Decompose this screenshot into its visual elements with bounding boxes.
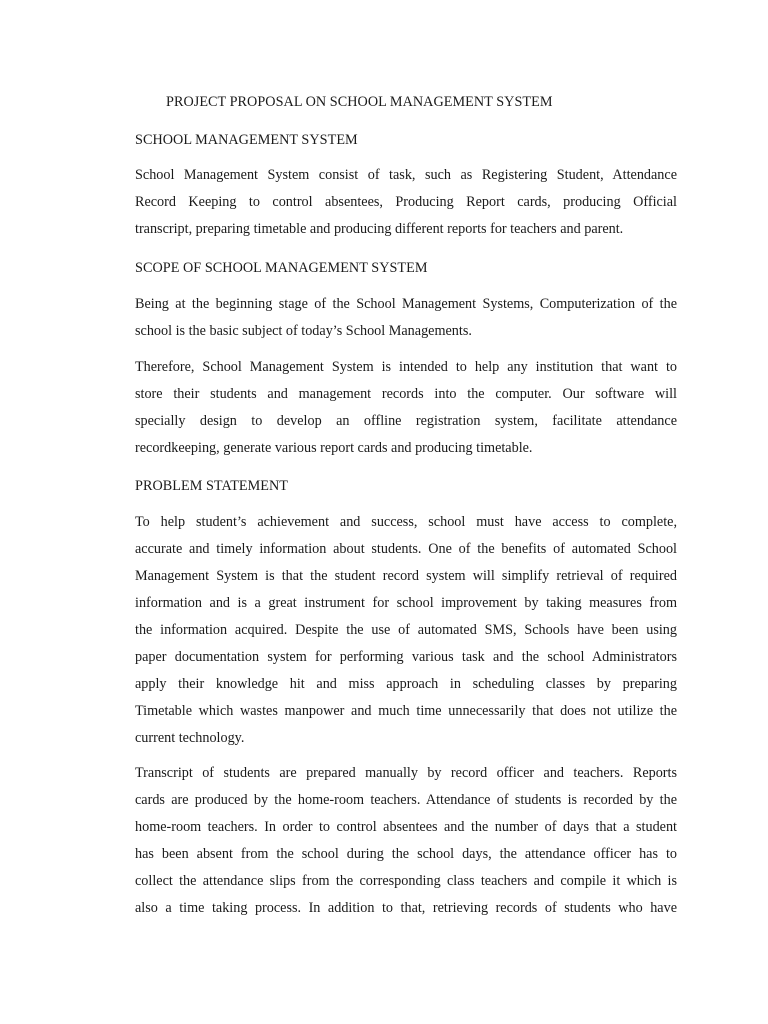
text-line: apply their knowledge hit and miss approach in scheduling classes by preparing bbox=[135, 676, 677, 692]
text-line: school is the basic subject of today’s School Managements. bbox=[135, 323, 472, 339]
text-line: information and is a great instrument for school improvement by taking measures from bbox=[135, 595, 677, 611]
text-line: School Management System consist of task, such as Registering Student, Attendance bbox=[135, 167, 677, 183]
paragraph-problem-2 bbox=[135, 760, 677, 922]
paragraph-scope-intro bbox=[135, 291, 677, 345]
text-line: transcript, preparing timetable and producing different reports for teachers and parent. bbox=[135, 221, 624, 237]
text-line: has been absent from the school during the school days, the attendance officer has to bbox=[135, 846, 677, 862]
paragraph-overview bbox=[135, 162, 677, 243]
text-line: Management System is that the student record system will simplify retrieval of required bbox=[135, 568, 677, 584]
text-line: Transcript of students are prepared manually by record officer and teachers. Reports bbox=[135, 765, 677, 781]
text-line: also a time taking process. In addition to that, retrieving records of students who have bbox=[135, 900, 677, 916]
page-title: PROJECT PROPOSAL ON SCHOOL MANAGEMENT SYSTEM bbox=[166, 94, 553, 110]
text-line: To help student’s achievement and success, school must have access to complete, bbox=[135, 514, 677, 530]
text-line: Being at the beginning stage of the School Management Systems, Computerization of the bbox=[135, 296, 677, 312]
text-line: Record Keeping to control absentees, Producing Report cards, producing Official bbox=[135, 194, 677, 210]
text-line: paper documentation system for performing various task and the school Administrators bbox=[135, 649, 677, 665]
text-line: accurate and timely information about students. One of the benefits of automated School bbox=[135, 541, 677, 557]
text-line: recordkeeping, generate various report cards and producing timetable. bbox=[135, 440, 533, 456]
paragraph-problem-1 bbox=[135, 509, 677, 752]
text-line: cards are produced by the home-room teachers. Attendance of students is recorded by the bbox=[135, 792, 677, 808]
text-line: home-room teachers. In order to control absentees and the number of days that a student bbox=[135, 819, 677, 835]
text-line: store their students and management records into the computer. Our software will bbox=[135, 386, 677, 402]
section-heading-scope: SCOPE OF SCHOOL MANAGEMENT SYSTEM bbox=[135, 260, 428, 276]
section-heading-school-management-system: SCHOOL MANAGEMENT SYSTEM bbox=[135, 132, 358, 148]
text-line: collect the attendance slips from the corresponding class teachers and compile it which is bbox=[135, 873, 677, 889]
text-line: specially design to develop an offline registration system, facilitate attendance bbox=[135, 413, 677, 429]
text-line: Therefore, School Management System is intended to help any institution that want to bbox=[135, 359, 677, 375]
text-line: Timetable which wastes manpower and much time unnecessarily that does not utilize the bbox=[135, 703, 677, 719]
text-line: current technology. bbox=[135, 730, 245, 746]
paragraph-scope-details bbox=[135, 354, 677, 462]
text-line: the information acquired. Despite the use of automated SMS, Schools have been using bbox=[135, 622, 677, 638]
section-heading-problem-statement: PROBLEM STATEMENT bbox=[135, 478, 289, 494]
